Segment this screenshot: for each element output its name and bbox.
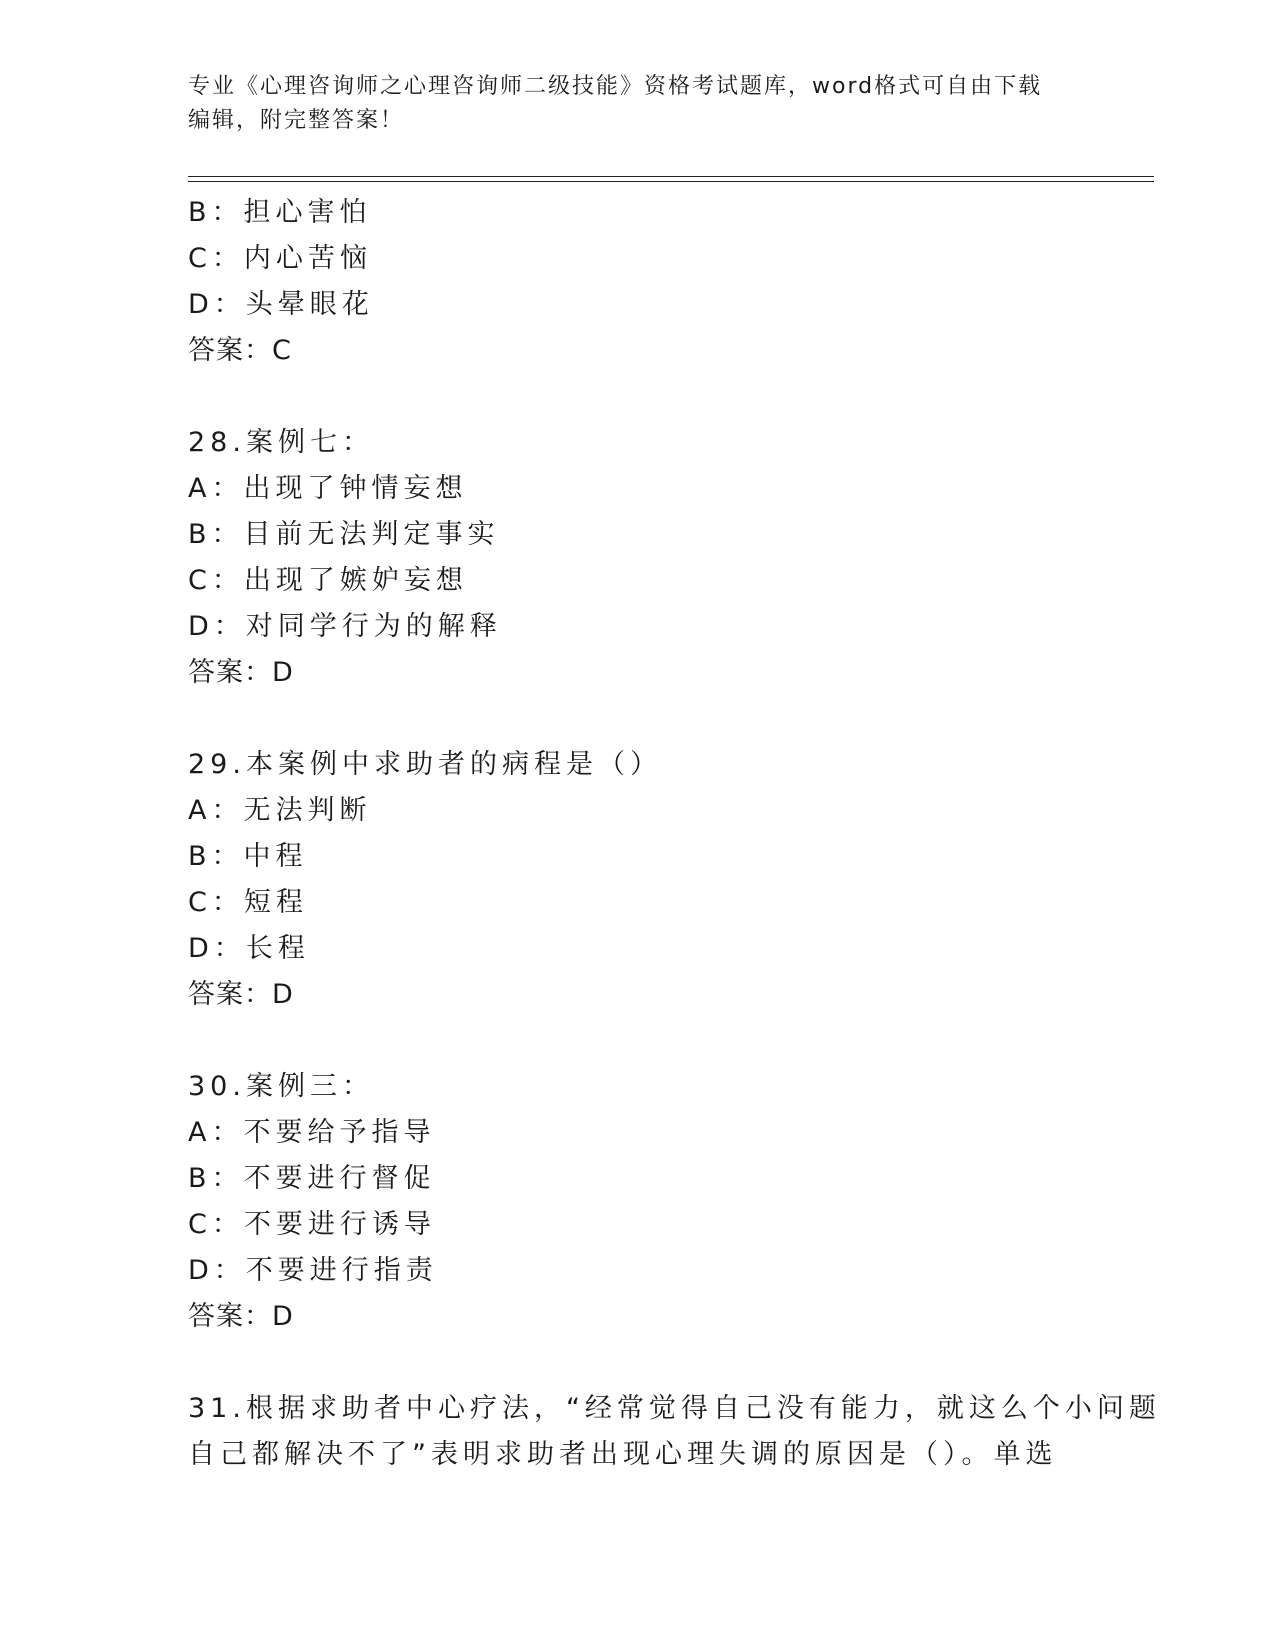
question-title-line-1: 31.根据求助者中心疗法，“经常觉得自己没有能力，就这么个小问题 bbox=[188, 1393, 1161, 1424]
header-line-2: 编辑，附完整答案！ bbox=[188, 108, 405, 133]
option-item: B：中程 bbox=[188, 841, 308, 872]
header-divider-bottom bbox=[188, 181, 1154, 182]
question-list bbox=[188, 190, 1161, 1478]
answer-line: 答案：D bbox=[188, 1301, 294, 1332]
option-item: D：对同学行为的解释 bbox=[188, 611, 502, 642]
question-title: 29.本案例中求助者的病程是（） bbox=[188, 749, 662, 780]
document-header bbox=[188, 70, 1068, 138]
option-item: A：无法判断 bbox=[188, 795, 372, 826]
option-item: A：不要给予指导 bbox=[188, 1117, 436, 1148]
option-item: D：长程 bbox=[188, 933, 310, 964]
question-title-line-2: 自己都解决不了”表明求助者出现心理失调的原因是（）。单选 bbox=[188, 1439, 1058, 1470]
option-item: C：不要进行诱导 bbox=[188, 1209, 436, 1240]
option-item: C：短程 bbox=[188, 887, 308, 918]
question-title: 30.案例三： bbox=[188, 1071, 374, 1102]
header-divider-top bbox=[188, 176, 1154, 177]
header-line-1: 专业《心理咨询师之心理咨询师二级技能》资格考试题库，word格式可自由下载 bbox=[188, 74, 1043, 99]
option-item: B：不要进行督促 bbox=[188, 1163, 436, 1194]
answer-line: 答案：D bbox=[188, 979, 294, 1010]
question-title: 28.案例七： bbox=[188, 427, 374, 458]
option-item: B：目前无法判定事实 bbox=[188, 519, 500, 550]
option-item: C：出现了嫉妒妄想 bbox=[188, 565, 468, 596]
option-item: B：担心害怕 bbox=[188, 197, 372, 228]
option-item: C：内心苦恼 bbox=[188, 243, 372, 274]
answer-line: 答案：D bbox=[188, 657, 294, 688]
option-item: D：头晕眼花 bbox=[188, 289, 374, 320]
answer-line: 答案：C bbox=[188, 335, 292, 366]
option-item: D：不要进行指责 bbox=[188, 1255, 438, 1286]
option-item: A：出现了钟情妄想 bbox=[188, 473, 468, 504]
